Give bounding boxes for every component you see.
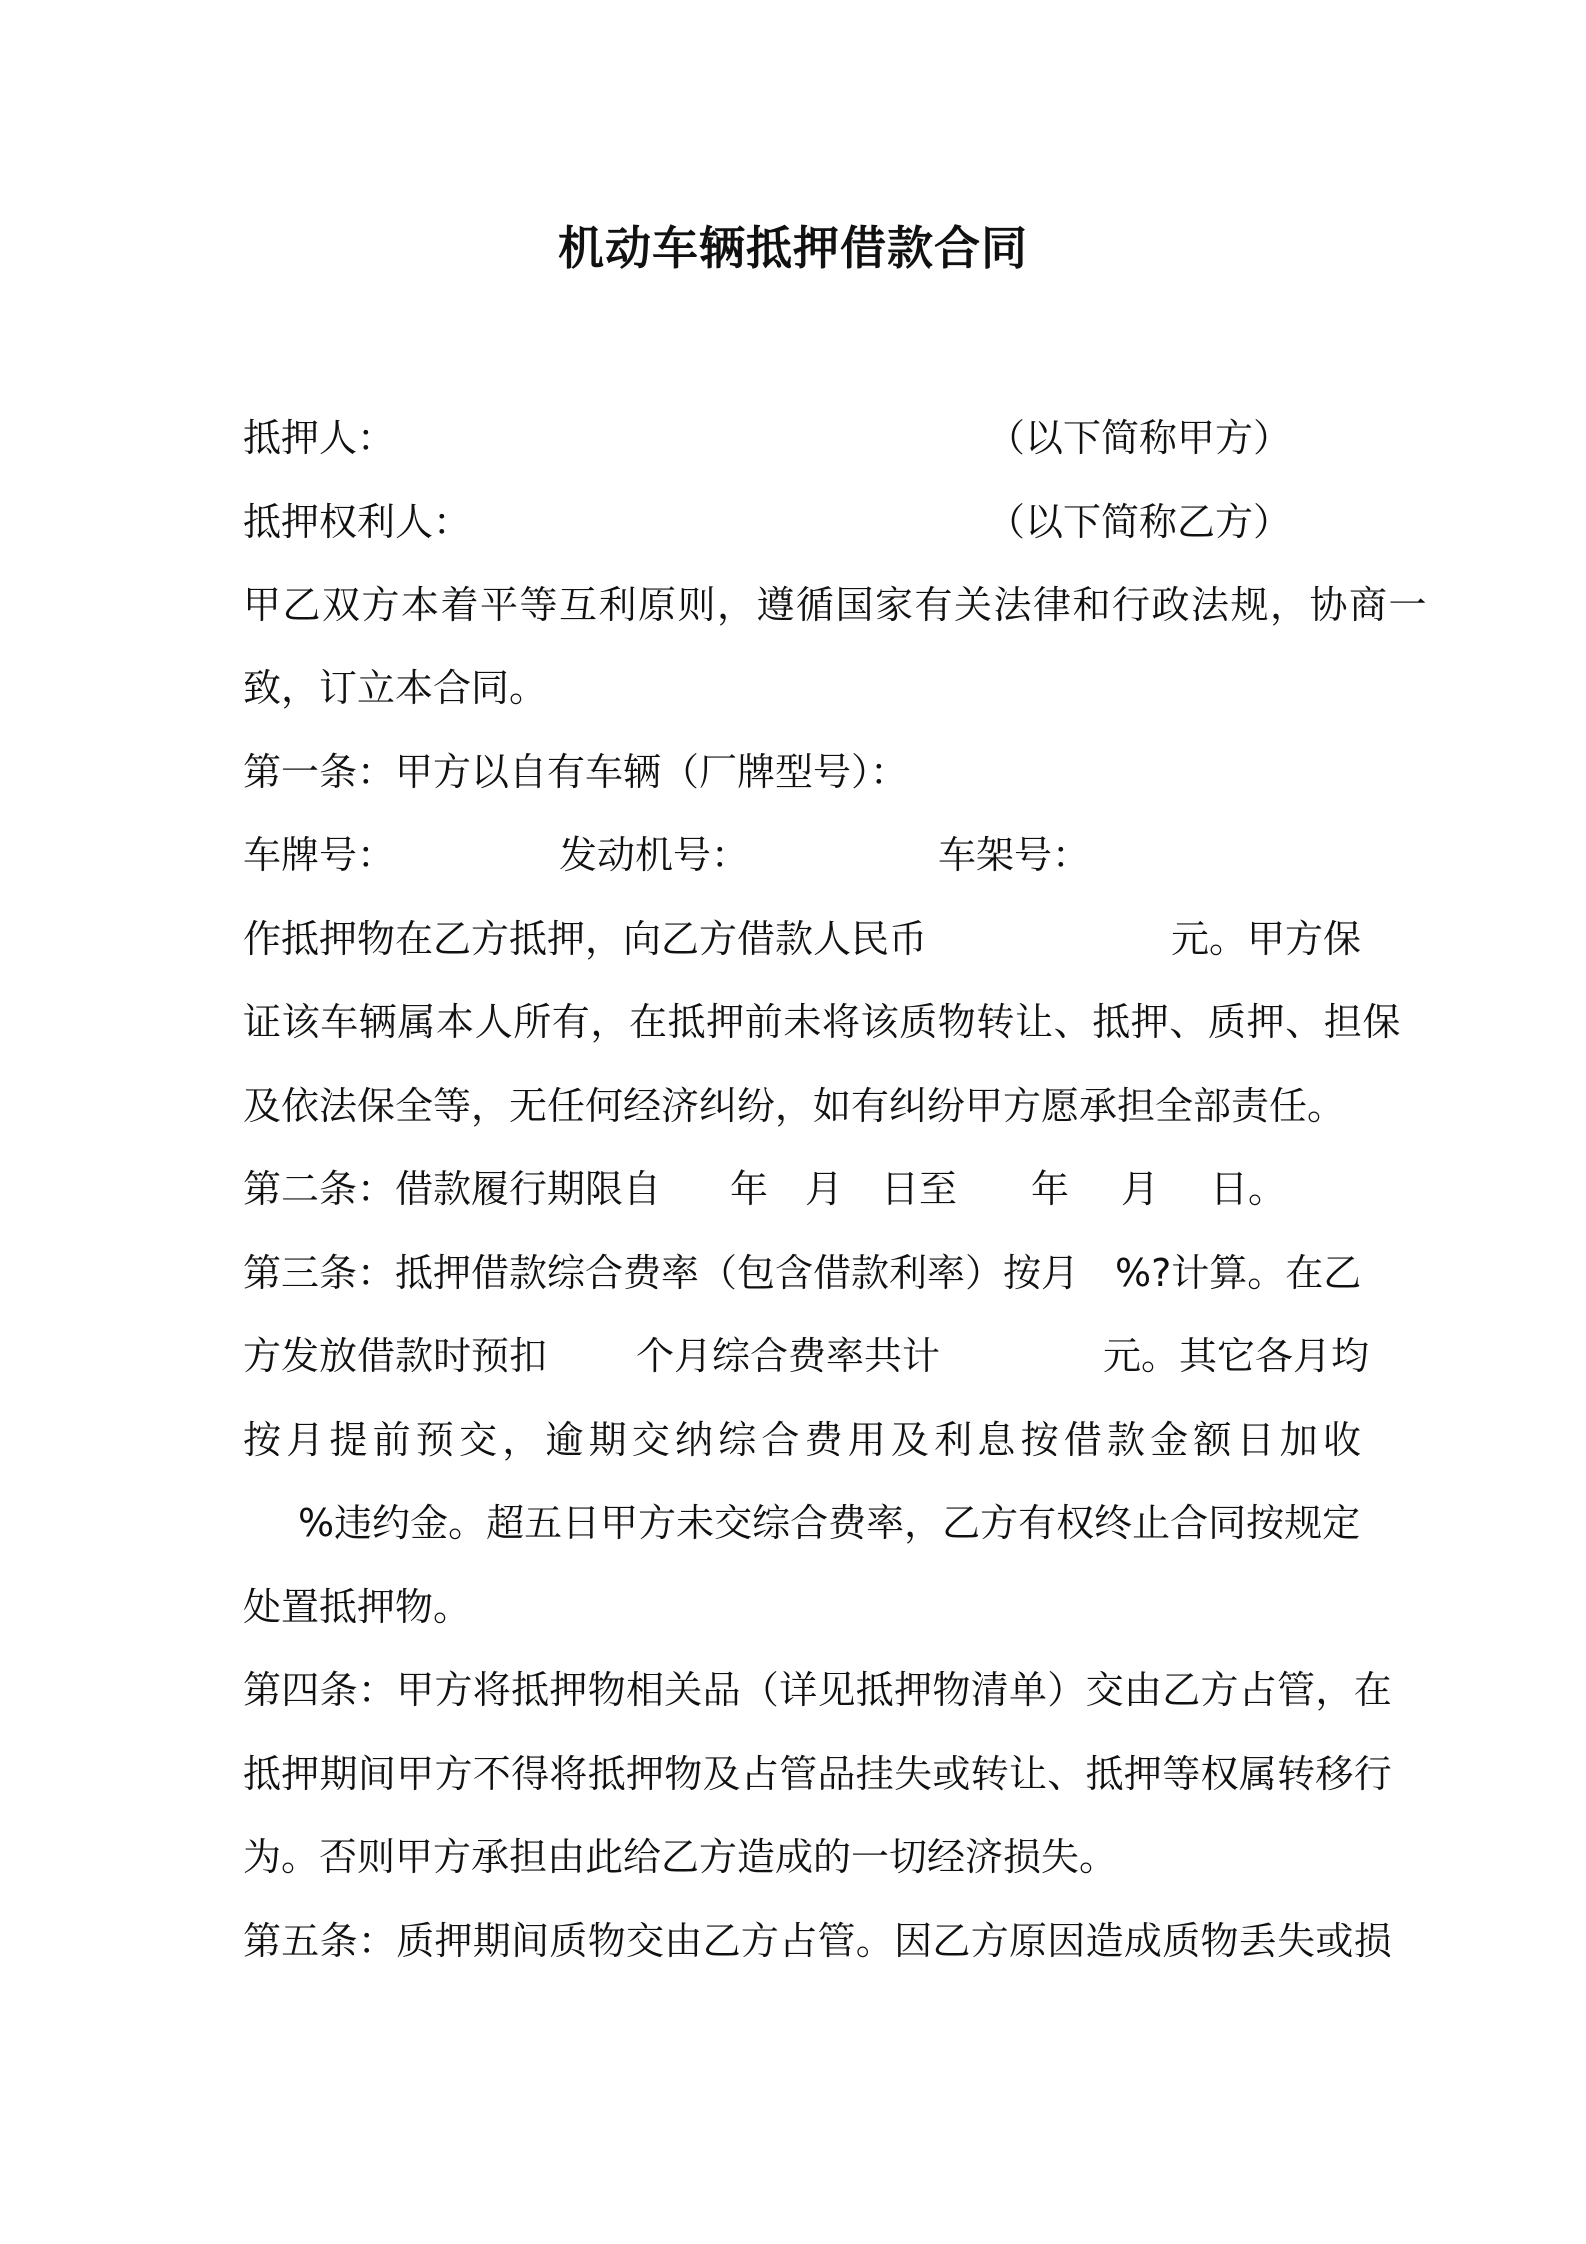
party-b-label: 抵押权利人： (243, 500, 472, 544)
article3-line-5: 处置抵押物。 (243, 1585, 472, 1629)
article5-line-1: 第五条：质押期间质物交由乙方占管。因乙方原因造成质物丢失或损 (243, 1919, 1393, 1963)
article3-line-1a: 第三条：抵押借款综合费率（包含借款利率）按月 (243, 1251, 1080, 1295)
article4-line-2: 抵押期间甲方不得将抵押物及占管品挂失或转让、抵押等权属转移行 (243, 1752, 1393, 1796)
article3-line-3: 按月提前预交，逾期交纳综合费用及利息按借款金额日加收 (243, 1418, 1367, 1462)
preamble-line-2: 致，订立本合同。 (243, 666, 548, 710)
frame-label: 车架号： (938, 833, 1091, 877)
article4-line-1: 第四条：甲方将抵押物相关品（详见抵押物清单）交由乙方占管，在 (243, 1668, 1393, 1712)
party-a-label: 抵押人： (243, 416, 396, 460)
article2-day-1: 日至 (881, 1167, 958, 1211)
article3-line-1b: %?计算。在乙 (1115, 1251, 1362, 1295)
article2-month-1: 月 (805, 1167, 844, 1211)
document-title: 机动车辆抵押借款合同 (558, 221, 1028, 275)
article4-line-3: 为。否则甲方承担由此给乙方造成的一切经济损失。 (243, 1835, 1118, 1879)
article2-text: 第二条：借款履行期限自 (243, 1167, 662, 1211)
party-b-note: （以下简称乙方） (987, 500, 1292, 544)
plate-label: 车牌号： (243, 833, 396, 877)
article1-line-5: 及依法保全等，无任何经济纠纷，如有纠纷甲方愿承担全部责任。 (243, 1084, 1346, 1128)
preamble-line-1: 甲乙双方本着平等互利原则，遵循国家有关法律和行政法规，协商一 (243, 583, 1429, 627)
article1-line-3a: 作抵押物在乙方抵押，向乙方借款人民币 (243, 917, 928, 961)
article1-intro: 第一条：甲方以自有车辆（厂牌型号）： (243, 750, 909, 794)
article1-line-3b: 元。甲方保 (1171, 917, 1362, 961)
article3-line-2c: 元。其它各月均 (1103, 1334, 1370, 1378)
engine-label: 发动机号： (559, 833, 750, 877)
article2-year-2: 年 (1031, 1167, 1070, 1211)
article2-day-2: 日。 (1210, 1167, 1287, 1211)
article3-line-2a: 方发放借款时预扣 (243, 1334, 548, 1378)
party-a-note: （以下简称甲方） (987, 416, 1292, 460)
article1-line-4: 证该车辆属本人所有，在抵押前未将该质物转让、抵押、质押、担保 (243, 1000, 1402, 1044)
article2-year-1: 年 (730, 1167, 769, 1211)
article3-line-2b: 个月综合费率共计 (636, 1334, 941, 1378)
article3-line-4: %违约金。超五日甲方未交综合费率，乙方有权终止合同按规定 (298, 1501, 1361, 1545)
article2-month-2: 月 (1121, 1167, 1160, 1211)
